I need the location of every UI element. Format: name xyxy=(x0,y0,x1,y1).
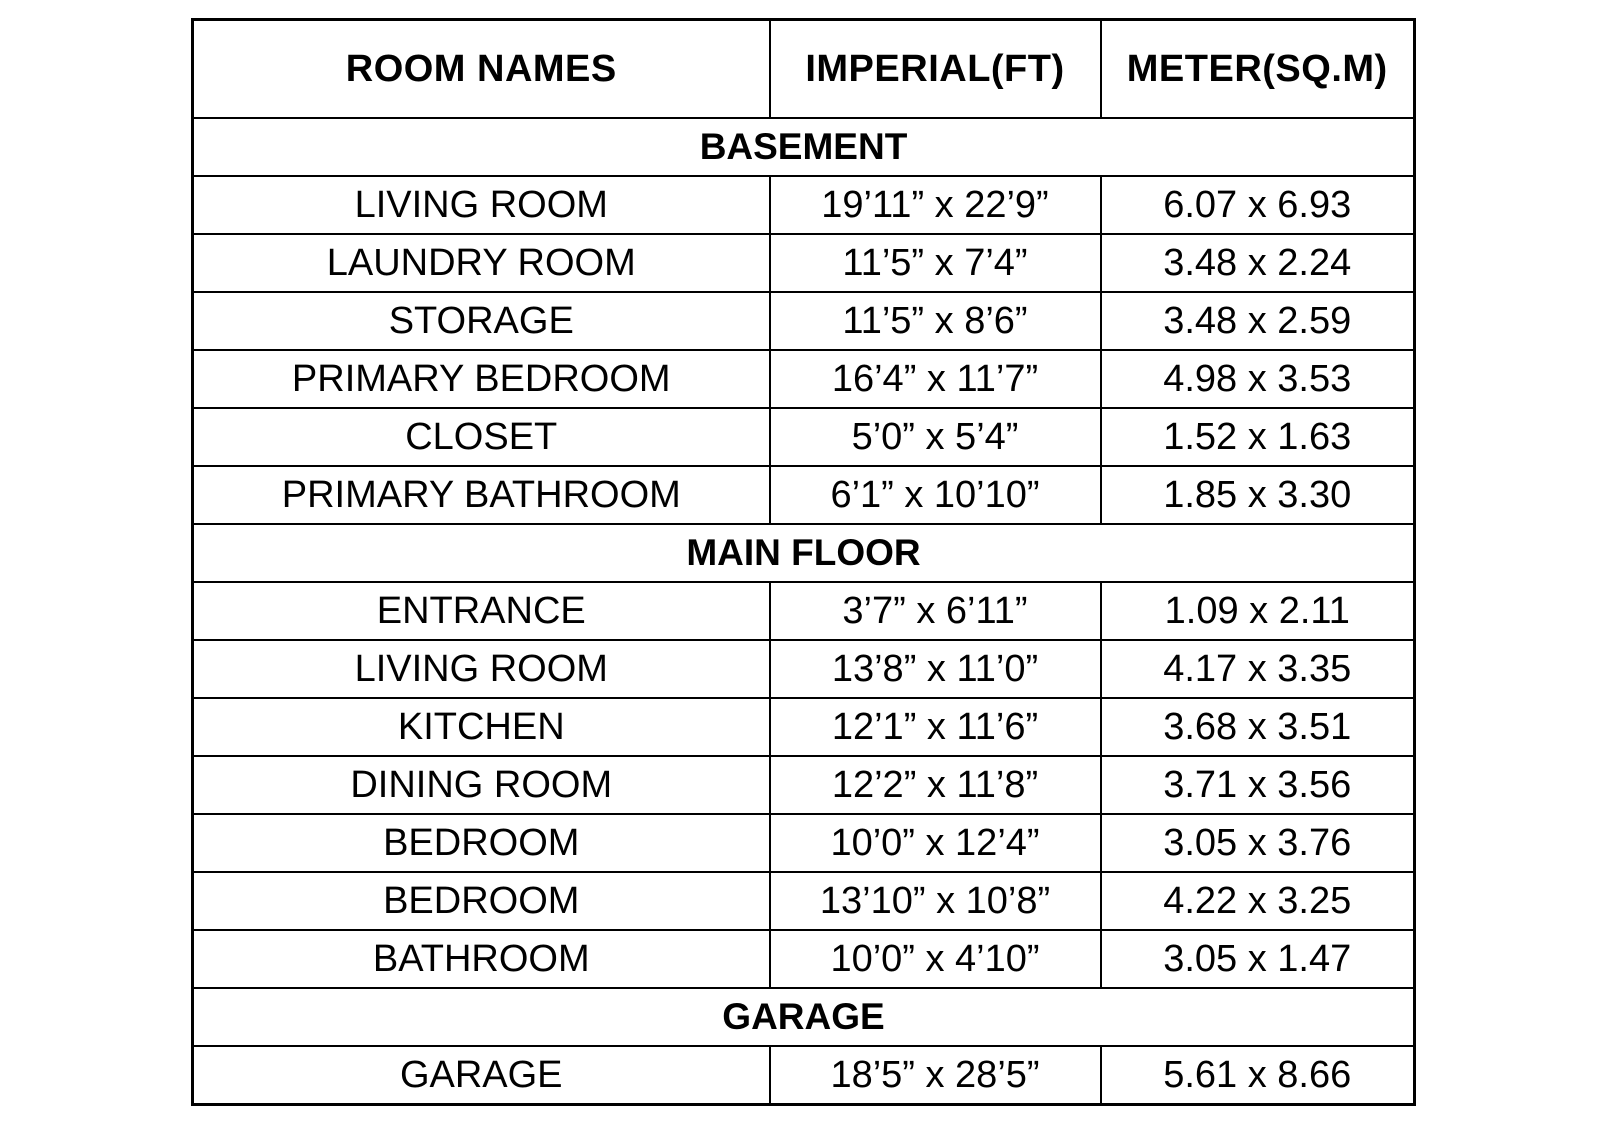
room-name-cell: LAUNDRY ROOM xyxy=(193,234,770,292)
metric-dimension-cell: 5.61 x 8.66 xyxy=(1101,1046,1415,1105)
table-row xyxy=(193,466,1415,524)
room-name-cell: KITCHEN xyxy=(193,698,770,756)
table-row xyxy=(193,872,1415,930)
imperial-dimension-cell: 19’11” x 22’9” xyxy=(770,176,1101,234)
table-row xyxy=(193,756,1415,814)
table-row xyxy=(193,292,1415,350)
table-row xyxy=(193,640,1415,698)
imperial-dimension-cell: 13’8” x 11’0” xyxy=(770,640,1101,698)
room-name-cell: LIVING ROOM xyxy=(193,176,770,234)
imperial-dimension-cell: 5’0” x 5’4” xyxy=(770,408,1101,466)
table-row xyxy=(193,408,1415,466)
room-name-cell: BEDROOM xyxy=(193,814,770,872)
imperial-dimension-cell: 11’5” x 7’4” xyxy=(770,234,1101,292)
table-row xyxy=(193,582,1415,640)
room-name-cell: STORAGE xyxy=(193,292,770,350)
room-name-cell: ENTRANCE xyxy=(193,582,770,640)
table-row xyxy=(193,234,1415,292)
metric-dimension-cell: 3.68 x 3.51 xyxy=(1101,698,1415,756)
imperial-dimension-cell: 10’0” x 4’10” xyxy=(770,930,1101,988)
metric-dimension-cell: 1.09 x 2.11 xyxy=(1101,582,1415,640)
room-name-cell: PRIMARY BATHROOM xyxy=(193,466,770,524)
imperial-dimension-cell: 18’5” x 28’5” xyxy=(770,1046,1101,1105)
imperial-dimension-cell: 10’0” x 12’4” xyxy=(770,814,1101,872)
table-row xyxy=(193,1046,1415,1105)
metric-dimension-cell: 4.17 x 3.35 xyxy=(1101,640,1415,698)
metric-dimension-cell: 3.48 x 2.24 xyxy=(1101,234,1415,292)
metric-dimension-cell: 3.48 x 2.59 xyxy=(1101,292,1415,350)
room-name-cell: GARAGE xyxy=(193,1046,770,1105)
table-row xyxy=(193,350,1415,408)
room-name-cell: LIVING ROOM xyxy=(193,640,770,698)
table-header-row xyxy=(193,20,1415,119)
room-name-cell: CLOSET xyxy=(193,408,770,466)
metric-dimension-cell: 1.52 x 1.63 xyxy=(1101,408,1415,466)
imperial-dimension-cell: 16’4” x 11’7” xyxy=(770,350,1101,408)
table-row xyxy=(193,176,1415,234)
metric-dimension-cell: 3.05 x 3.76 xyxy=(1101,814,1415,872)
metric-dimension-cell: 3.05 x 1.47 xyxy=(1101,930,1415,988)
imperial-dimension-cell: 13’10” x 10’8” xyxy=(770,872,1101,930)
header-room-names: ROOM NAMES xyxy=(193,20,770,119)
metric-dimension-cell: 3.71 x 3.56 xyxy=(1101,756,1415,814)
imperial-dimension-cell: 12’1” x 11’6” xyxy=(770,698,1101,756)
header-imperial: IMPERIAL(FT) xyxy=(770,20,1101,119)
imperial-dimension-cell: 12’2” x 11’8” xyxy=(770,756,1101,814)
metric-dimension-cell: 6.07 x 6.93 xyxy=(1101,176,1415,234)
room-dimensions-table xyxy=(191,18,1416,1106)
room-name-cell: DINING ROOM xyxy=(193,756,770,814)
table-row xyxy=(193,814,1415,872)
imperial-dimension-cell: 11’5” x 8’6” xyxy=(770,292,1101,350)
table-row xyxy=(193,930,1415,988)
metric-dimension-cell: 4.98 x 3.53 xyxy=(1101,350,1415,408)
imperial-dimension-cell: 3’7” x 6’11” xyxy=(770,582,1101,640)
room-name-cell: BEDROOM xyxy=(193,872,770,930)
metric-dimension-cell: 4.22 x 3.25 xyxy=(1101,872,1415,930)
table-body xyxy=(193,118,1415,1105)
table-row xyxy=(193,698,1415,756)
section-row xyxy=(193,118,1415,176)
imperial-dimension-cell: 6’1” x 10’10” xyxy=(770,466,1101,524)
room-name-cell: PRIMARY BEDROOM xyxy=(193,350,770,408)
section-row xyxy=(193,524,1415,582)
header-meter: METER(SQ.M) xyxy=(1101,20,1415,119)
section-title: MAIN FLOOR xyxy=(193,524,1415,582)
metric-dimension-cell: 1.85 x 3.30 xyxy=(1101,466,1415,524)
room-name-cell: BATHROOM xyxy=(193,930,770,988)
section-row xyxy=(193,988,1415,1046)
section-title: GARAGE xyxy=(193,988,1415,1046)
section-title: BASEMENT xyxy=(193,118,1415,176)
